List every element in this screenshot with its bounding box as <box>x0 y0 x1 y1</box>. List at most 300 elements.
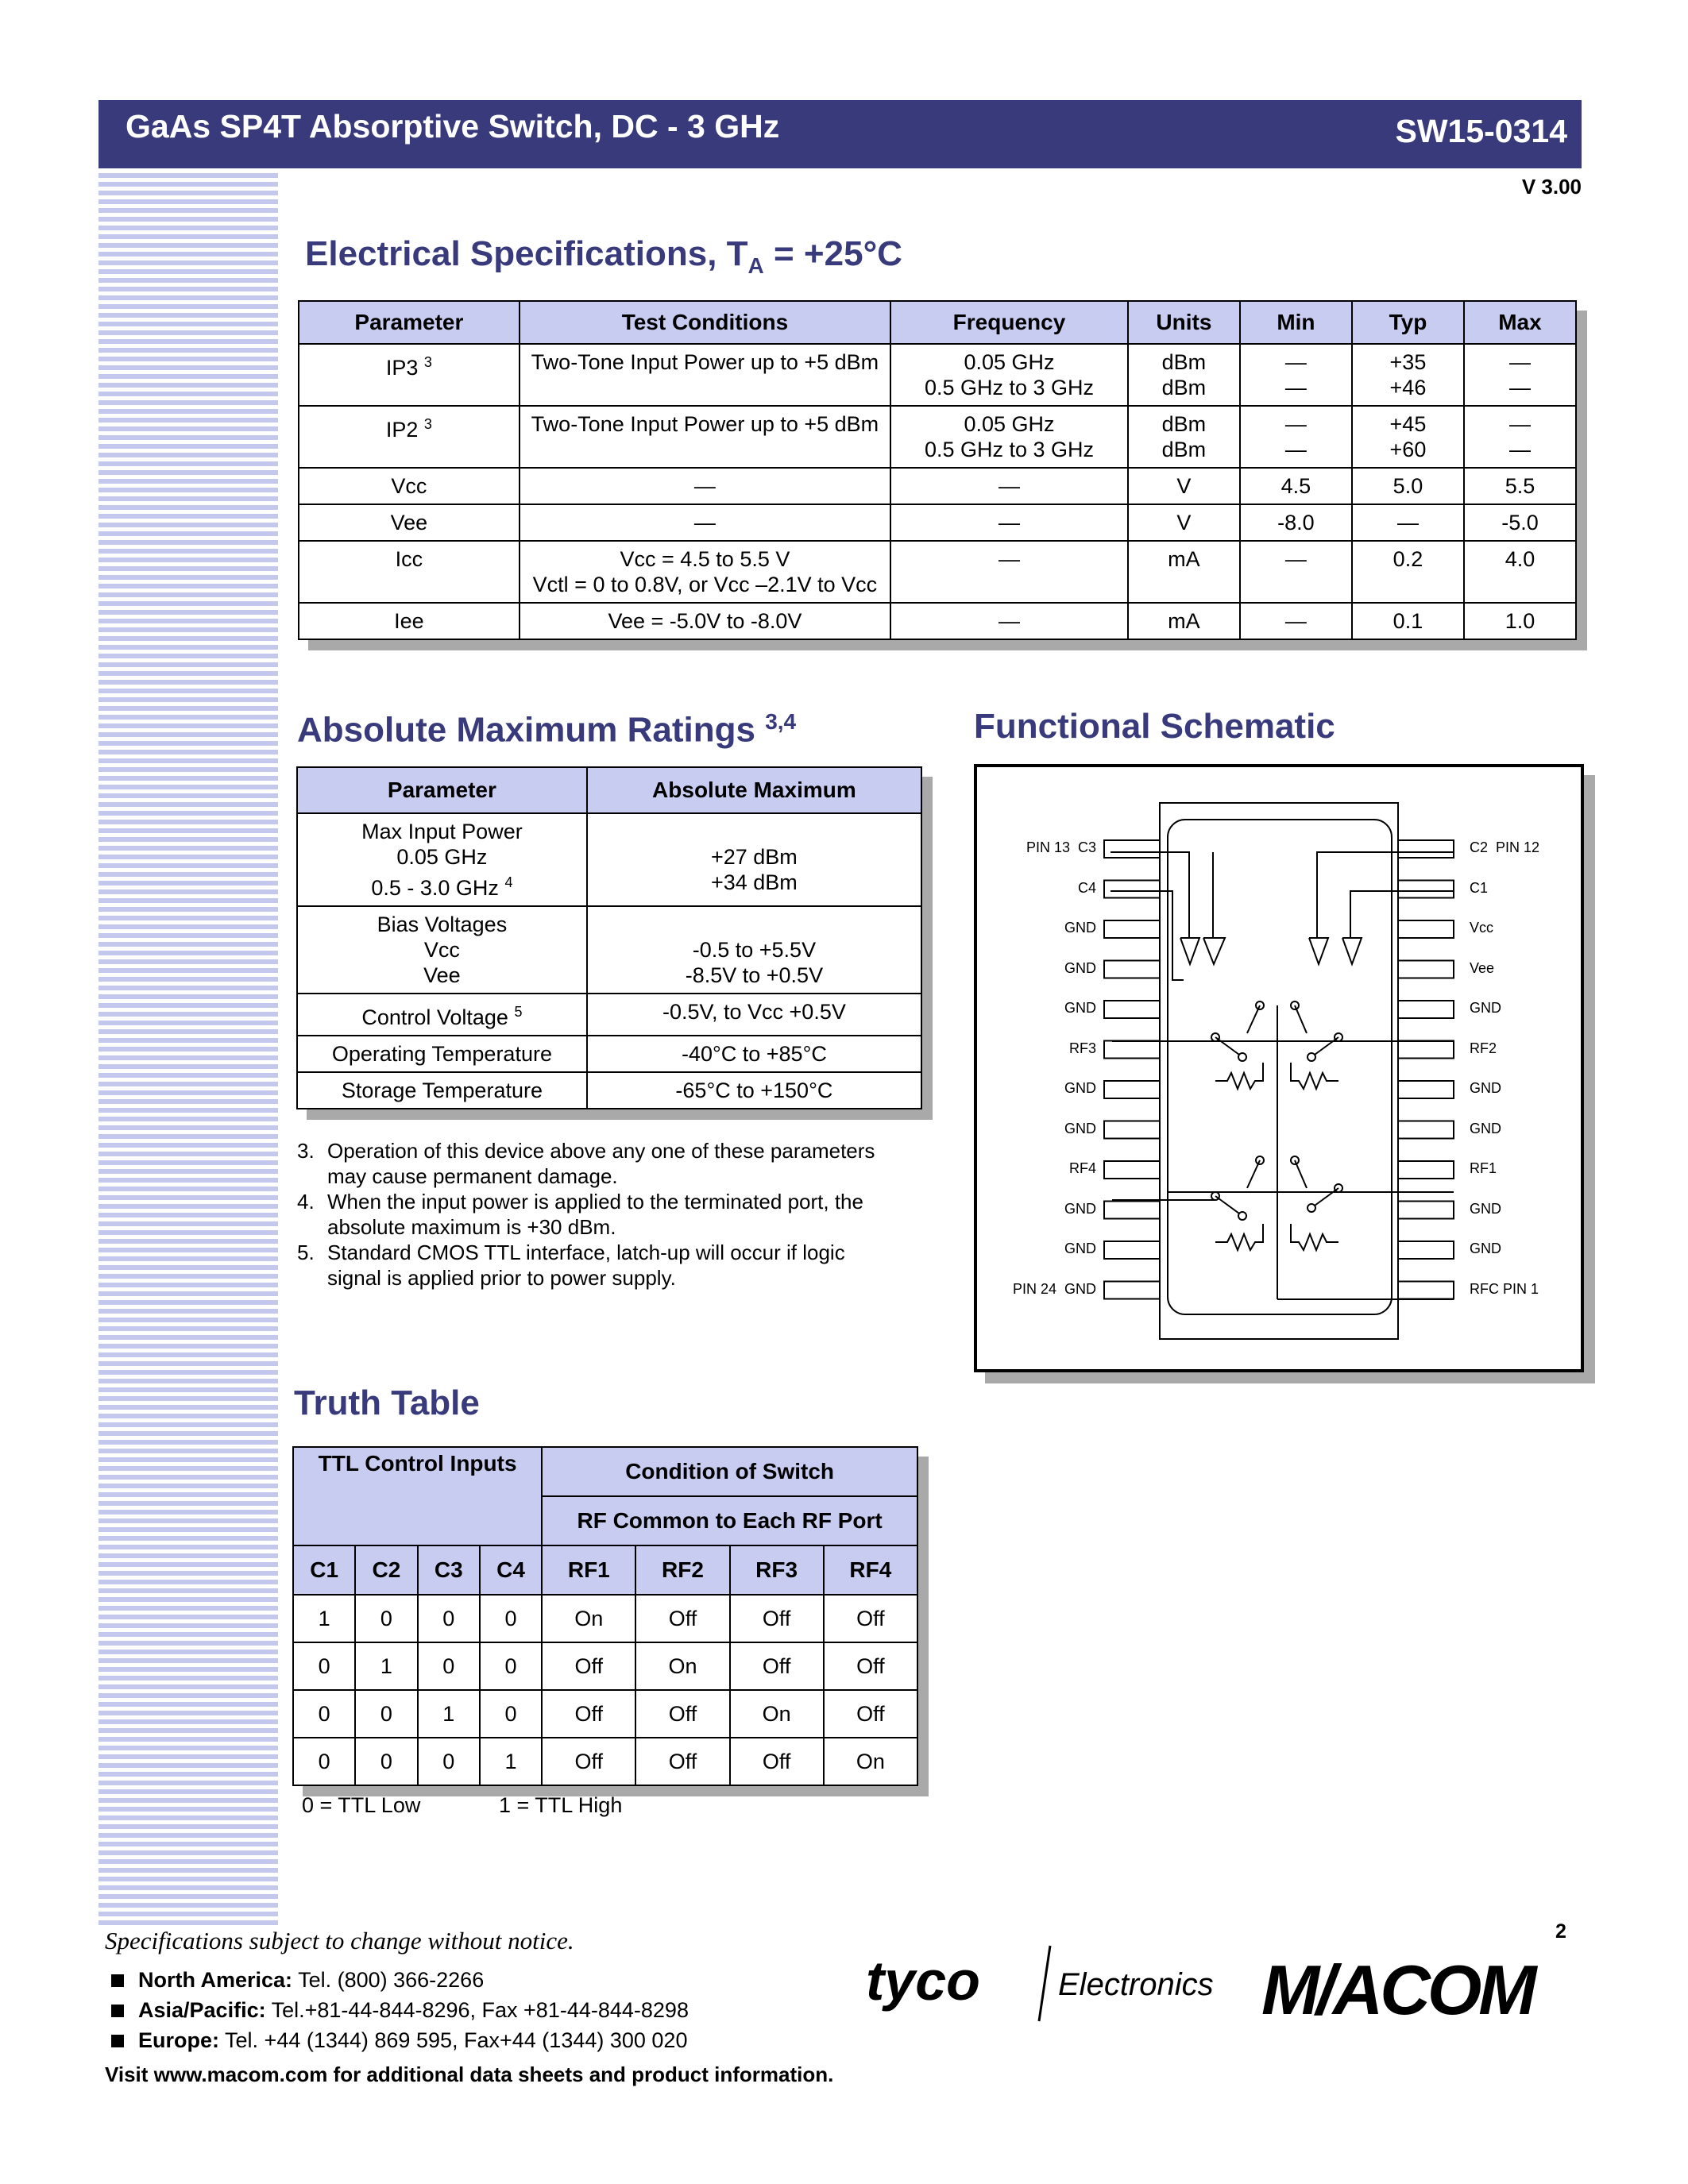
truth-table-heading: Truth Table <box>294 1383 480 1422</box>
spec-notice: Specifications subject to change without notice. <box>105 1927 574 1954</box>
abs-col-header: Parameter <box>297 767 587 813</box>
truth-cell: 1 <box>480 1738 542 1785</box>
macom-logo <box>1261 1941 1587 2048</box>
die-outline <box>1168 820 1392 1314</box>
left-pin-label: GND <box>1064 1120 1096 1136</box>
truth-cell: 0 <box>293 1690 355 1738</box>
footnote-line: Standard CMOS TTL interface, latch-up will occur if logic <box>327 1241 845 1264</box>
abs-value-line: -0.5 to +5.5V <box>692 938 817 962</box>
cond-value: Two-Tone Input Power up to +5 dBm <box>531 350 879 374</box>
min-value: — <box>1284 609 1307 633</box>
min-cell <box>1240 603 1352 639</box>
units-value: dBm <box>1161 412 1207 436</box>
table-row <box>297 994 921 1036</box>
table-row <box>293 1595 917 1642</box>
min-cell <box>1240 541 1352 603</box>
legend-high: 1 = TTL High <box>499 1793 623 1817</box>
footnote-line: Operation of this device above any one of these parameters <box>327 1139 875 1163</box>
pin-pad <box>1104 1001 1160 1018</box>
right-pin-label: GND <box>1470 1000 1501 1016</box>
left-pin-label: GND <box>1064 959 1096 976</box>
typ-value: +46 <box>1389 376 1427 399</box>
abs-value-line <box>593 912 916 937</box>
freq-cell <box>890 406 1128 468</box>
cond-cell <box>520 603 890 639</box>
truth-col-header: RF2 <box>635 1545 729 1595</box>
units-value: dBm <box>1161 350 1207 374</box>
cond-cell <box>520 344 890 406</box>
left-pin-label: GND <box>1064 920 1096 936</box>
min-value: — <box>1284 412 1307 436</box>
freq-cell <box>890 504 1128 541</box>
min-value: 4.5 <box>1280 474 1311 498</box>
param-name: Iee <box>394 609 424 633</box>
cond-value: — <box>693 474 716 498</box>
tyco-electronics-logo <box>866 1938 1239 2029</box>
truth-cell: 1 <box>418 1690 480 1738</box>
units-cell <box>1128 504 1240 541</box>
footnote-number: 4. <box>297 1190 315 1214</box>
truth-group-controls: TTL Control Inputs <box>293 1447 542 1545</box>
abs-value-cell <box>587 994 921 1036</box>
min-value: — <box>1284 350 1307 374</box>
truth-cell: Off <box>730 1595 824 1642</box>
abs-value-line: -0.5V, to Vcc +0.5V <box>662 1000 846 1024</box>
footnote-number: 3. <box>297 1139 315 1163</box>
max-cell <box>1464 468 1576 504</box>
pin-pad <box>1104 1161 1160 1179</box>
truth-cell: 1 <box>355 1642 417 1690</box>
abs-value-cell <box>587 813 921 906</box>
left-pin-label: GND <box>1064 1000 1096 1016</box>
abs-value-cell <box>587 1072 921 1109</box>
max-value: 1.0 <box>1505 609 1535 633</box>
left-pin-label: GND <box>1064 1080 1096 1096</box>
truth-cell: Off <box>730 1738 824 1785</box>
bullet-square <box>111 1974 124 1987</box>
min-cell <box>1240 504 1352 541</box>
contact-line <box>111 2028 687 2053</box>
right-pin-label: RFC PIN 1 <box>1470 1280 1539 1297</box>
footnote-ref: 5 <box>514 1004 523 1020</box>
truth-group-condition: Condition of Switch <box>542 1447 917 1496</box>
truth-cell: On <box>824 1738 917 1785</box>
footnote-line: signal is applied prior to power supply. <box>327 1266 676 1290</box>
truth-cell: 0 <box>480 1690 542 1738</box>
abs-param-text: Vcc <box>423 938 460 962</box>
abs-param-line <box>303 844 581 870</box>
elec-col-header: Test Conditions <box>520 301 890 344</box>
truth-group-subtitle: RF Common to Each RF Port <box>542 1496 917 1545</box>
typ-cell <box>1352 504 1464 541</box>
abs-value-line: -65°C to +150°C <box>675 1078 833 1102</box>
right-pin-label: RF2 <box>1470 1040 1497 1056</box>
units-value: mA <box>1168 609 1200 633</box>
abs-param-text: 0.05 GHz <box>396 845 488 869</box>
min-cell <box>1240 344 1352 406</box>
abs-param-text: Control Voltage <box>361 1005 508 1029</box>
left-pin-label: GND <box>1064 1200 1096 1217</box>
typ-value: 5.0 <box>1393 474 1423 498</box>
table-row <box>297 813 921 906</box>
right-pin-label: GND <box>1470 1200 1501 1217</box>
freq-cell <box>890 344 1128 406</box>
contact-region: Asia/Pacific: <box>138 1998 266 2022</box>
footnote-ref: 3 <box>423 416 432 432</box>
contact-line <box>111 1968 484 1993</box>
footnote <box>297 1189 925 1240</box>
truth-cell: Off <box>824 1642 917 1690</box>
legend-low: 0 = TTL Low <box>302 1793 421 1817</box>
table-row <box>299 541 1576 603</box>
functional-schematic <box>974 764 1584 1372</box>
truth-cell: Off <box>635 1595 729 1642</box>
max-value: — <box>1508 412 1531 436</box>
pin-pad <box>1104 1081 1160 1098</box>
footnote-line: absolute maximum is +30 dBm. <box>327 1215 616 1239</box>
truth-col-header: C2 <box>355 1545 417 1595</box>
cond-value: — <box>693 511 716 534</box>
max-cell <box>1464 504 1576 541</box>
table-row <box>293 1642 917 1690</box>
max-value: — <box>1508 438 1531 461</box>
right-pin-label: RF1 <box>1470 1160 1497 1176</box>
pin-pad <box>1104 840 1160 858</box>
max-cell <box>1464 344 1576 406</box>
truth-col-header: C4 <box>480 1545 542 1595</box>
typ-cell <box>1352 344 1464 406</box>
param-cell <box>299 603 520 639</box>
typ-cell <box>1352 603 1464 639</box>
contact-region: North America: <box>138 1968 293 1992</box>
abs-param-text: Max Input Power <box>361 820 523 843</box>
footnote-line: When the input power is applied to the terminated port, the <box>327 1190 863 1214</box>
right-pin-label: GND <box>1470 1080 1501 1096</box>
truth-cell: Off <box>542 1642 635 1690</box>
max-cell <box>1464 603 1576 639</box>
units-cell <box>1128 468 1240 504</box>
pin-pad <box>1104 920 1160 938</box>
right-pin-label: Vcc <box>1470 920 1494 936</box>
elec-col-header: Units <box>1128 301 1240 344</box>
truth-table <box>292 1446 918 1786</box>
striped-margin <box>98 173 278 1927</box>
footnote-line: may cause permanent damage. <box>327 1164 618 1188</box>
contact-info: Tel.+81-44-844-8296, Fax +81-44-844-8298 <box>271 1998 689 2022</box>
abs-value-cell <box>587 906 921 994</box>
bullet-square <box>111 2005 124 2017</box>
version-label: V 3.00 <box>1521 175 1582 199</box>
param-name: Vcc <box>391 474 427 498</box>
truth-cell: 0 <box>480 1642 542 1690</box>
right-pin-label: GND <box>1470 1120 1501 1136</box>
param-cell <box>299 468 520 504</box>
left-pin-label: C4 <box>1077 879 1096 896</box>
left-pin-label: PIN 13 C3 <box>1026 839 1096 855</box>
units-value: mA <box>1168 547 1200 571</box>
schematic-heading: Functional Schematic <box>974 707 1335 746</box>
freq-cell <box>890 541 1128 603</box>
pin-pad <box>1398 1161 1454 1179</box>
table-row <box>293 1690 917 1738</box>
package-outline <box>1160 803 1398 1339</box>
units-value: V <box>1176 511 1192 534</box>
macom-logo-art <box>1261 1941 1587 2044</box>
abs-param-text: Storage Temperature <box>341 1078 543 1102</box>
table-row <box>299 344 1576 406</box>
truth-cell: 0 <box>418 1642 480 1690</box>
abs-value-cell <box>587 1036 921 1072</box>
cond-cell <box>520 406 890 468</box>
typ-value: +45 <box>1389 412 1427 436</box>
truth-cell: 0 <box>293 1642 355 1690</box>
truth-cell: 0 <box>355 1738 417 1785</box>
footnote <box>297 1138 925 1189</box>
pin-pad <box>1398 1202 1454 1219</box>
truth-cell: 0 <box>355 1595 417 1642</box>
abs-param-line <box>303 963 581 988</box>
electrical-spec-table <box>298 300 1577 640</box>
contact-line <box>111 1998 689 2023</box>
footnote-ref: 3 <box>423 354 432 370</box>
visit-line: Visit www.macom.com for additional data sheets and product information. <box>105 2062 834 2086</box>
abs-max-table <box>296 766 922 1109</box>
abs-value-line: -40°C to +85°C <box>681 1042 827 1066</box>
max-value: — <box>1508 350 1531 374</box>
abs-param-cell <box>297 1036 587 1072</box>
pin-pad <box>1398 1041 1454 1059</box>
cond-value: Vctl = 0 to 0.8V, or Vcc –2.1V to Vcc <box>532 573 878 596</box>
cond-cell <box>520 468 890 504</box>
elec-col-header: Frequency <box>890 301 1128 344</box>
truth-cell: On <box>542 1595 635 1642</box>
abs-param-cell <box>297 994 587 1036</box>
min-cell <box>1240 468 1352 504</box>
pin-pad <box>1398 961 1454 978</box>
abs-param-cell <box>297 813 587 906</box>
param-name: IP2 <box>385 418 419 442</box>
abs-param-line <box>303 1078 581 1103</box>
left-pin-label: RF4 <box>1068 1160 1096 1176</box>
elec-spec-heading: Electrical Specifications, $T_A = +25^\circ C$ <box>305 234 902 278</box>
abs-max-heading: Absolute Maximum Ratings $^{3,4}$ <box>297 709 797 750</box>
electronics-wordmark: Electronics <box>1058 1967 1214 2002</box>
left-pin-label: GND <box>1064 1241 1096 1256</box>
pin-pad <box>1398 1081 1454 1098</box>
pin-pad <box>1104 961 1160 978</box>
max-cell <box>1464 406 1576 468</box>
footnote <box>297 1240 925 1291</box>
truth-col-header: C1 <box>293 1545 355 1595</box>
cond-cell <box>520 541 890 603</box>
elec-col-header: Typ <box>1352 301 1464 344</box>
abs-param-line <box>303 999 581 1030</box>
driver-network <box>1111 852 1454 1299</box>
table-row <box>297 906 921 994</box>
right-pin-label: C2 PIN 12 <box>1470 839 1540 855</box>
footnote-number: 5. <box>297 1241 315 1264</box>
typ-cell <box>1352 468 1464 504</box>
table-row <box>299 603 1576 639</box>
freq-value: — <box>998 511 1020 534</box>
truth-cell: Off <box>824 1595 917 1642</box>
pin-pad <box>1104 1241 1160 1259</box>
truth-cell: Off <box>635 1738 729 1785</box>
truth-cell: Off <box>542 1690 635 1738</box>
truth-col-header: RF1 <box>542 1545 635 1595</box>
freq-value: — <box>998 474 1020 498</box>
units-value: dBm <box>1161 376 1207 399</box>
truth-cell: On <box>730 1690 824 1738</box>
units-value: V <box>1176 474 1192 498</box>
pin-pad <box>1104 1202 1160 1219</box>
min-cell <box>1240 406 1352 468</box>
max-cell <box>1464 541 1576 603</box>
header-bar <box>98 100 1582 168</box>
abs-param-cell <box>297 1072 587 1109</box>
elec-col-header: Max <box>1464 301 1576 344</box>
pin-pad <box>1104 1121 1160 1139</box>
truth-cell: 1 <box>293 1595 355 1642</box>
pin-pad <box>1398 1001 1454 1018</box>
max-value: 5.5 <box>1505 474 1535 498</box>
schematic-drawing <box>977 767 1581 1369</box>
left-pin-label: PIN 24 GND <box>1012 1280 1096 1297</box>
typ-value: 0.2 <box>1393 547 1423 571</box>
abs-param-line <box>303 870 581 901</box>
tyco-wordmark: tyco <box>866 1950 980 2012</box>
pin-pad <box>1104 1282 1160 1299</box>
macom-wordmark: M/ACOM <box>1261 1951 1534 2029</box>
units-cell <box>1128 603 1240 639</box>
tyco-logo-art <box>866 1938 1239 2025</box>
footnotes <box>297 1138 925 1291</box>
truth-cell: 0 <box>355 1690 417 1738</box>
abs-col-header: Absolute Maximum <box>587 767 921 813</box>
document-title: GaAs SP4T Absorptive Switch, DC - 3 GHz <box>126 108 780 145</box>
max-value: -5.0 <box>1501 511 1539 534</box>
abs-param-line <box>303 912 581 937</box>
abs-param-text: 0.5 - 3.0 GHz <box>371 876 499 900</box>
pin-pad <box>1104 1041 1160 1059</box>
contact-info: Tel. (800) 366-2266 <box>298 1968 485 1992</box>
pin-pad <box>1104 881 1160 898</box>
left-pin-label: RF3 <box>1068 1040 1096 1056</box>
right-pin-label: GND <box>1470 1241 1501 1256</box>
truth-cell: 0 <box>480 1595 542 1642</box>
freq-value: 0.5 GHz to 3 GHz <box>924 438 1095 461</box>
typ-value: — <box>1396 511 1419 534</box>
footnote-ref: 4 <box>504 874 513 890</box>
param-name: Vee <box>390 511 428 534</box>
typ-cell <box>1352 541 1464 603</box>
truth-cell: 0 <box>418 1738 480 1785</box>
pin-pad <box>1398 1121 1454 1139</box>
contact-region: Europe: <box>138 2028 220 2052</box>
abs-value-line <box>593 819 916 844</box>
abs-param-line <box>303 1041 581 1067</box>
truth-cell: Off <box>542 1738 635 1785</box>
cond-value: Vcc = 4.5 to 5.5 V <box>620 547 790 571</box>
pin-pad <box>1398 840 1454 858</box>
truth-col-header-row <box>293 1545 917 1595</box>
truth-cell: Off <box>730 1642 824 1690</box>
truth-cell: 0 <box>418 1595 480 1642</box>
truth-cell: Off <box>635 1690 729 1738</box>
truth-col-header: RF3 <box>730 1545 824 1595</box>
elec-col-header: Min <box>1240 301 1352 344</box>
truth-cell: 0 <box>293 1738 355 1785</box>
units-cell <box>1128 406 1240 468</box>
table-row <box>299 504 1576 541</box>
contact-info: Tel. +44 (1344) 869 595, Fax+44 (1344) 300 020 <box>225 2028 688 2052</box>
typ-value: +60 <box>1389 438 1427 461</box>
param-cell <box>299 541 520 603</box>
table-row <box>293 1738 917 1785</box>
abs-value-line: -8.5V to +0.5V <box>685 963 824 987</box>
table-row <box>299 406 1576 468</box>
freq-cell <box>890 468 1128 504</box>
freq-value: 0.05 GHz <box>964 412 1055 436</box>
param-name: Icc <box>395 547 423 571</box>
typ-value: +35 <box>1389 350 1427 374</box>
truth-col-header: C3 <box>418 1545 480 1595</box>
min-value: — <box>1284 438 1307 461</box>
abs-param-text: Bias Voltages <box>377 913 508 936</box>
truth-cell: Off <box>824 1690 917 1738</box>
min-value: — <box>1284 376 1307 399</box>
min-value: -8.0 <box>1277 511 1315 534</box>
units-cell <box>1128 344 1240 406</box>
units-value: dBm <box>1161 438 1207 461</box>
right-pin-label: C1 <box>1470 879 1489 896</box>
cond-cell <box>520 504 890 541</box>
abs-param-line <box>303 819 581 844</box>
table-row <box>297 1072 921 1109</box>
param-name: IP3 <box>385 356 419 380</box>
pin-stubs <box>1104 840 1454 1299</box>
table-row <box>299 468 1576 504</box>
freq-cell <box>890 603 1128 639</box>
abs-param-text: Vee <box>423 963 461 987</box>
truth-cell: On <box>635 1642 729 1690</box>
freq-value: 0.05 GHz <box>964 350 1055 374</box>
pin-pad <box>1398 1282 1454 1299</box>
pin-pad <box>1398 920 1454 938</box>
typ-value: 0.1 <box>1393 609 1423 633</box>
elec-col-header: Parameter <box>299 301 520 344</box>
abs-value-line: +27 dBm <box>710 845 798 869</box>
abs-param-line <box>303 937 581 963</box>
bullet-square <box>111 2035 124 2047</box>
max-value: — <box>1508 376 1531 399</box>
cond-value: Two-Tone Input Power up to +5 dBm <box>531 412 879 436</box>
right-pin-label: Vee <box>1470 959 1495 976</box>
param-cell <box>299 344 520 406</box>
max-value: 4.0 <box>1505 547 1535 571</box>
pin-pad <box>1398 881 1454 898</box>
truth-col-header: RF4 <box>824 1545 917 1595</box>
page-number: 2 <box>1555 1920 1566 1943</box>
freq-value: 0.5 GHz to 3 GHz <box>924 376 1095 399</box>
abs-value-line: +34 dBm <box>710 870 798 894</box>
typ-cell <box>1352 406 1464 468</box>
part-number: SW15-0314 <box>1395 113 1567 149</box>
param-cell <box>299 504 520 541</box>
cond-value: Vee = -5.0V to -8.0V <box>608 609 802 633</box>
abs-param-cell <box>297 906 587 994</box>
pin-pad <box>1398 1241 1454 1259</box>
